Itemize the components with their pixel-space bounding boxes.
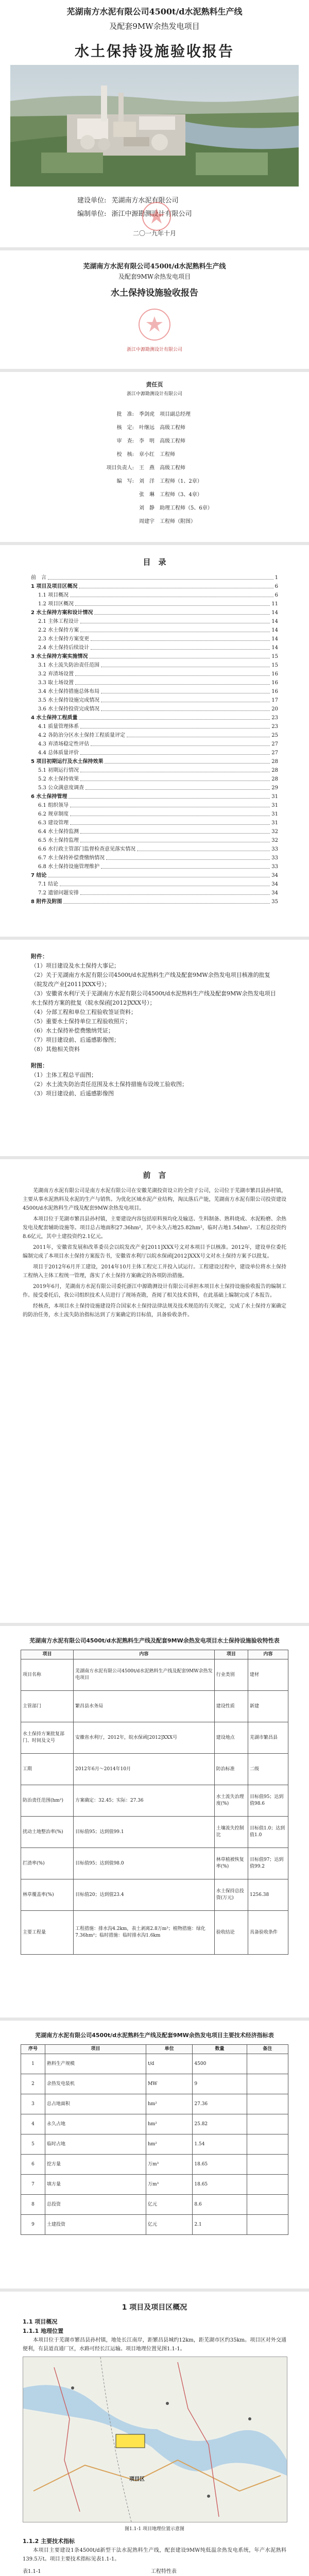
section11-title: 1.1 项目概况 [23, 2318, 58, 2325]
editor-label: 编制单位: [77, 210, 107, 218]
attachment-item: （6）水土保持补偿费缴纳凭证； [31, 1027, 114, 1034]
map-project-label: 项目区 [129, 2477, 145, 2482]
toc-item[interactable]: 6.3 建设管理 31 [31, 819, 278, 827]
toc-item[interactable]: 1.2 项目区概况 11 [31, 600, 278, 608]
section112-title: 1.1.2 主要技术指标 [23, 2538, 75, 2545]
toc-item[interactable]: 5.2 水土保持效果 28 [31, 775, 278, 784]
section1-page [0, 2292, 309, 2576]
toc-item[interactable]: 5.1 初期运行情况 28 [31, 766, 278, 775]
table-row: 2 余热发电装机 MW 9 [21, 2074, 288, 2094]
builder-value: 芜湖南方水泥有限公司 [111, 197, 179, 205]
responsibility-list [88, 408, 252, 529]
location-map [23, 2357, 287, 2522]
responsibility-page [0, 372, 309, 542]
toc-item[interactable]: 6.5 水土保持监理 32 [31, 836, 278, 845]
toc-item[interactable]: 4.2 各防治分区水土保持工程质量评定 25 [31, 731, 278, 740]
toc-item[interactable]: 3.3 取土场设置 16 [31, 679, 278, 687]
responsibility-label: 责任页 [146, 381, 163, 388]
preface-title: 前 言 [143, 1171, 166, 1180]
toc-item[interactable]: 7.1 结论 34 [31, 880, 278, 889]
table-row: 拦渣率(%) 目标值95；达到值98.0 林草植被恢复率(%) 目标值97；达到值99.2 [21, 1848, 288, 1879]
cover-aerial-photo [10, 65, 299, 187]
toc-item[interactable]: 6.1 组织领导 31 [31, 801, 278, 810]
table-row: 林草覆盖率(%) 目标值20；达到值23.4 水土保持总投资(万元) 1256.38 [21, 1879, 288, 1911]
cover-title-line2: 及配套9MW余热发电项目 [109, 22, 200, 31]
attachments-heading: 附件： [31, 953, 48, 960]
maps-heading: 附图： [31, 1062, 48, 1069]
table-row: 4 永久占地 hm² 25.82 [21, 2114, 288, 2134]
table-row: 7 填方量 万m³ 18.65 [21, 2175, 288, 2195]
toc-item[interactable]: 7.2 遗留问题安排 34 [31, 889, 278, 897]
preface-paragraph: 2019年6月，芜湖南方水泥有限公司委托浙江中源勘测设计有限公司承担本项目水土保持设施验收报告的编制工作。接受委托后，我公司组织技术人员进行了现场查勘，查阅了相关技术资料，在此基础上编制完成了本报告。 [23, 1284, 286, 1298]
toc-item[interactable]: 6.2 规章制度 31 [31, 810, 278, 819]
resp-row: 项目负责人: 王 燕 高级工程师 [106, 465, 185, 471]
cover-page [0, 0, 309, 247]
preface-paragraph: 2011年，安徽省发展和改革委员会以皖发改产业[2011]XXX号文对本项目予以核准。2012年，建设单位委托编制完成了本项目水土保持方案报告书，安徽省水利厅以皖水保函[2012]XXX号文对水土保持方案予以批复。 [23, 1245, 286, 1259]
table-row: 项目名称 芜湖南方水泥有限公司4500t/d水泥熟料生产线及配套9MW余热发电项目 行业类别 建材 [21, 1659, 288, 1691]
toc-item[interactable]: 2 水土保持方案和设计情况 14 [31, 608, 278, 617]
inner-seal [137, 307, 172, 342]
cover-title-line1: 芜湖南方水泥有限公司4500t/d水泥熟料生产线 [66, 7, 243, 16]
map-item: （1）主体工程总平面图； [31, 1072, 97, 1078]
table-row: 9 土建投资 亿元 2.1 [21, 2215, 288, 2235]
toc-item[interactable]: 6 水土保持管理 31 [31, 792, 278, 801]
inner-title-line2: 及配套9MW余热发电项目 [118, 273, 191, 280]
attachment-item: （8）其他相关资料 [31, 1046, 80, 1053]
preface-paragraph: 本项目位于芜湖市繁昌县孙村镇，主要建设内容包括原料预均化及输送、生料制备、熟料烧成、水泥粉磨、余热发电及配套辅助设施等。项目总占地面积27.36hm²，其中永久占地25.82hm²，临时占地1.54hm²。工程总投资约8.6亿元，其中土建投资约2.1亿元。 [23, 1216, 286, 1240]
table-row: 工期 2012年6月～2014年10月 防治标准 二级 [21, 1754, 288, 1785]
table-row: 扰动土地整治率(%) 目标值95；达到值99.1 土壤流失控制比 目标值1.0；达到值1.0 [21, 1817, 288, 1848]
attachments-page [0, 940, 309, 1156]
section1-paragraph: 本项目位于芜湖市繁昌县孙村镇，地处长江南岸，距繁昌县城约12km，距芜湖市区约35km。项目区对外交通便利，有县道直通厂区，水路可经长江运输。项目地理位置见图1.1-1。 [23, 2337, 286, 2352]
table3-caption-row [23, 2567, 286, 2574]
resp-row: 张 琳 工程师（3、4章） [139, 492, 202, 498]
resp-row: 校 核: 章小红 工程师 [116, 452, 175, 457]
inner-title-page [0, 250, 309, 369]
section1-title: 1 项目及项目区概况 [122, 2303, 187, 2312]
toc-item[interactable]: 2.2 水土保持方案 14 [31, 626, 278, 635]
toc-title: 目 录 [143, 557, 166, 567]
toc-item[interactable]: 3 水土保持方案实施情况 15 [31, 652, 278, 661]
table-row: 水土保持方案批复部门、时间及文号 安徽省水利厅，2012年，皖水保函[2012]XXX号 建设地点 芜湖市繁昌县 [21, 1722, 288, 1754]
table1: 项目 内容 项目 内容 项目名称 芜湖南方水泥有限公司4500t/d水泥熟料生产线及配套9MW余热发电项目 行业类别 建材 主管部门 繁昌县水务局 建设性质 新建 水土保持方案批复部门、时间及文号 安徽省水利厅，2012年，皖水保函[2012]XXX号 建设地点 芜湖市繁昌县 工期 2012年6月～2014年10月 防治标准 二级 防治责任范围(hm²) 方案确定：32.45；实际：27.36 水土流失治理度(%) 目标值95；达到值98.6 扰动土地整治率(%) 目标值95；达到值99.1 土壤流失控制比 目标值1.0；达到值1.0 拦渣率(%) 目标值95；达到值98.0 林草植被恢复率(%) 目标值97；达到值99.2 林草覆盖率(%) 目标值20；达到值23.4 水土保持总投资(万元) 1256.38 主要工程量 工程措施：排水沟4.2km，表土剥离2.8万m³；植物措施：绿化7.36hm²；临时措施：临时排水沟1.6km 验收结论 具备验收条件 [21, 1650, 288, 1955]
attachment-item: （1）项目建设及水土保持大事记； [31, 962, 119, 969]
table-row: 主管部门 繁昌县水务局 建设性质 新建 [21, 1691, 288, 1722]
attachment-item: （5）重要水土保持单位工程验收照片； [31, 1018, 131, 1025]
toc-item[interactable]: 5 项目初期运行及水土保持效果 28 [31, 757, 278, 766]
inner-main-title: 水土保持设施验收报告 [111, 288, 198, 298]
resp-row: 批 准: 季剑虎 项目副总经理 [116, 412, 191, 417]
preface-paragraph: 项目于2012年6月开工建设，2014年10月主体工程完工并投入试运行。工程建设过程中，建设单位将水土保持工程纳入主体工程统一管理，落实了水土保持方案确定的各项防治措施。 [23, 1264, 286, 1279]
table-row: 主要工程量 工程措施：排水沟4.2km，表土剥离2.8万m³；植物措施：绿化7.36hm²；临时措施：临时排水沟1.6km 验收结论 具备验收条件 [21, 1911, 288, 1955]
resp-row: 周建宇 工程师（附图） [139, 519, 196, 524]
preface-paragraph: 芜湖南方水泥有限公司是南方水泥有限公司在安徽芜湖投资设立的全资子公司，公司位于芜湖市繁昌县孙村镇，主要从事水泥熟料及水泥的生产与销售。为优化区域水泥产业结构，淘汰落后产能，芜湖南方水泥有限公司投资建设4500t/d水泥熟料生产线及配套9MW余热发电项目。 [23, 1188, 286, 1211]
cover-editor-row [77, 209, 192, 219]
table-row: 5 临时占地 hm² 1.54 [21, 2134, 288, 2155]
toc-item[interactable]: 2.4 水土保持后续设计 14 [31, 643, 278, 652]
table2-page [0, 2021, 309, 2289]
toc-item[interactable]: 4.1 质量管理体系 23 [31, 722, 278, 731]
toc-item[interactable]: 1.1 项目概况 6 [31, 591, 278, 600]
table-row: 1 熟料生产规模 t/d 4500 [21, 2054, 288, 2074]
table1-title: 芜湖南方水泥有限公司4500t/d水泥熟料生产线及配套9MW余热发电项目水土保持设施验收特性表 [29, 1637, 280, 1644]
toc-item[interactable]: 4.4 总体质量评价 27 [31, 749, 278, 757]
resp-row: 编 写: 刘 洋 工程师（1、2章） [116, 479, 202, 484]
preface-paragraph: 经核查，本项目水土保持设施建设符合国家水土保持法律法规及技术规范的有关规定，完成了水土保持方案确定的防治任务，水土流失防治指标达到了方案确定的目标值，具备验收条件。 [23, 1303, 286, 1318]
toc-item[interactable]: 6.8 水土保持设施管理维护 33 [31, 862, 278, 871]
toc-page [0, 545, 309, 937]
table-row: 8 总投资 亿元 8.6 [21, 2195, 288, 2215]
attachment-item: （7）项目建设前、后遥感影像图； [31, 1037, 119, 1043]
table-row: 3 总占地面积 hm² 27.36 [21, 2094, 288, 2114]
editor-value: 浙江中源勘测设计有限公司 [111, 210, 192, 218]
toc-item[interactable]: 6.7 水土保持补偿费缴纳情况 33 [31, 854, 278, 862]
attachment-item: （3）安徽省水利厅关于芜湖南方水泥有限公司4500t/d水泥熟料生产线及配套9MW余热发电项目水土保持方案的批复（皖水保函[2012]XXX号）； [31, 990, 276, 1006]
toc-item[interactable]: 4 水土保持工程质量 23 [31, 714, 278, 722]
table-row: 6 挖方量 万m³ 18.65 [21, 2155, 288, 2175]
toc-item[interactable]: 3.5 水土保持设施完成情况 17 [31, 696, 278, 705]
inner-seal-text: 浙江中源勘测设计有限公司 [126, 347, 182, 352]
toc-item[interactable]: 3.4 水土保持措施总体布局 16 [31, 687, 278, 696]
toc-item[interactable]: 6.4 水土保持监测 32 [31, 827, 278, 836]
toc-item[interactable]: 8 附件及附图 35 [31, 897, 278, 906]
preface-page [0, 1159, 309, 1623]
toc-item[interactable]: 3.2 弃渣场设置 16 [31, 670, 278, 679]
cover-date: 二〇一九年十月 [132, 230, 176, 237]
attachment-item: （4）分部工程和单位工程验收签证资料； [31, 1009, 136, 1015]
table1-page [0, 1626, 309, 2018]
builder-label: 建设单位: [77, 197, 107, 205]
map-caption: 图1.1-1 项目地理位置示意图 [125, 2527, 184, 2532]
section1-paragraph: 本项目主要建设1条4500t/d新型干法水泥熟料生产线，配套建设9MW纯低温余热发电系统，年产水泥熟料139.5万t。项目主要技术指标见表1.1-1。 [23, 2548, 286, 2562]
resp-row: 核 定: 叶继远 高级工程师 [116, 425, 185, 431]
toc-item[interactable]: 5.3 公众满意度调查 29 [31, 784, 278, 792]
inner-title-line1: 芜湖南方水泥有限公司4500t/d水泥熟料生产线 [83, 263, 226, 270]
cover-main-title: 水土保持设施验收报告 [74, 43, 234, 60]
toc-item[interactable]: 1 项目及项目区概况 6 [31, 582, 278, 591]
toc-item[interactable]: 3.1 水土流失防治责任范围 15 [31, 661, 278, 670]
table2: 序号 项目 单位 数量 备注 1 熟料生产规模 t/d 4500 2 余热发电装机 MW 9 3 总占地面积 hm² 27.36 4 永久占地 hm² 25.82 5 临时占地 hm² 1.54 6 挖方量 万m³ 18.65 7 填方量 万m³ 18.65 8 总投资 亿元 8.6 9 土建投资 亿元 2.1 [21, 2044, 288, 2235]
table3-title: 工程特性表 [150, 2569, 177, 2574]
toc-item[interactable]: 3.6 水土保持投资完成情况 20 [31, 705, 278, 714]
toc-item[interactable]: 7 结论 34 [31, 871, 278, 880]
table2-title: 芜湖南方水泥有限公司4500t/d水泥熟料生产线及配套9MW余热发电项目主要技术经济指标表 [35, 2032, 274, 2039]
toc-item[interactable]: 6.6 水行政主管部门监督检查意见落实情况 33 [31, 845, 278, 854]
toc-item[interactable]: 2.1 主体工程设计 14 [31, 617, 278, 626]
table-row: 防治责任范围(hm²) 方案确定：32.45；实际：27.36 水土流失治理度(%) 目标值95；达到值98.6 [21, 1785, 288, 1817]
section111-title: 1.1.1 地理位置 [23, 2328, 64, 2334]
responsibility-sub: 浙江中源勘测设计有限公司 [126, 392, 182, 397]
map-item: （3）项目建设前、后遥感影像图 [31, 1090, 114, 1097]
cover-company-seal [141, 201, 172, 232]
map-item: （2）水土流失防治责任范围及水土保持措施布设竣工验收图； [31, 1081, 187, 1088]
attachment-item: （2）关于芜湖南方水泥有限公司4500t/d水泥熟料生产线及配套9MW余热发电项目核准的批复（皖发改产业[2011]XXX号）； [31, 972, 270, 988]
resp-row: 审 查: 李 明 高级工程师 [116, 438, 185, 444]
toc-item[interactable]: 4.3 弃渣场稳定性评估 27 [31, 740, 278, 749]
table3-label: 表1.1-1 [23, 2569, 41, 2574]
toc-item[interactable]: 前 言 1 [31, 573, 278, 582]
resp-row: 刘 静 助理工程师（5、6章） [139, 505, 213, 511]
toc-item[interactable]: 2.3 水土保持方案变更 14 [31, 635, 278, 643]
